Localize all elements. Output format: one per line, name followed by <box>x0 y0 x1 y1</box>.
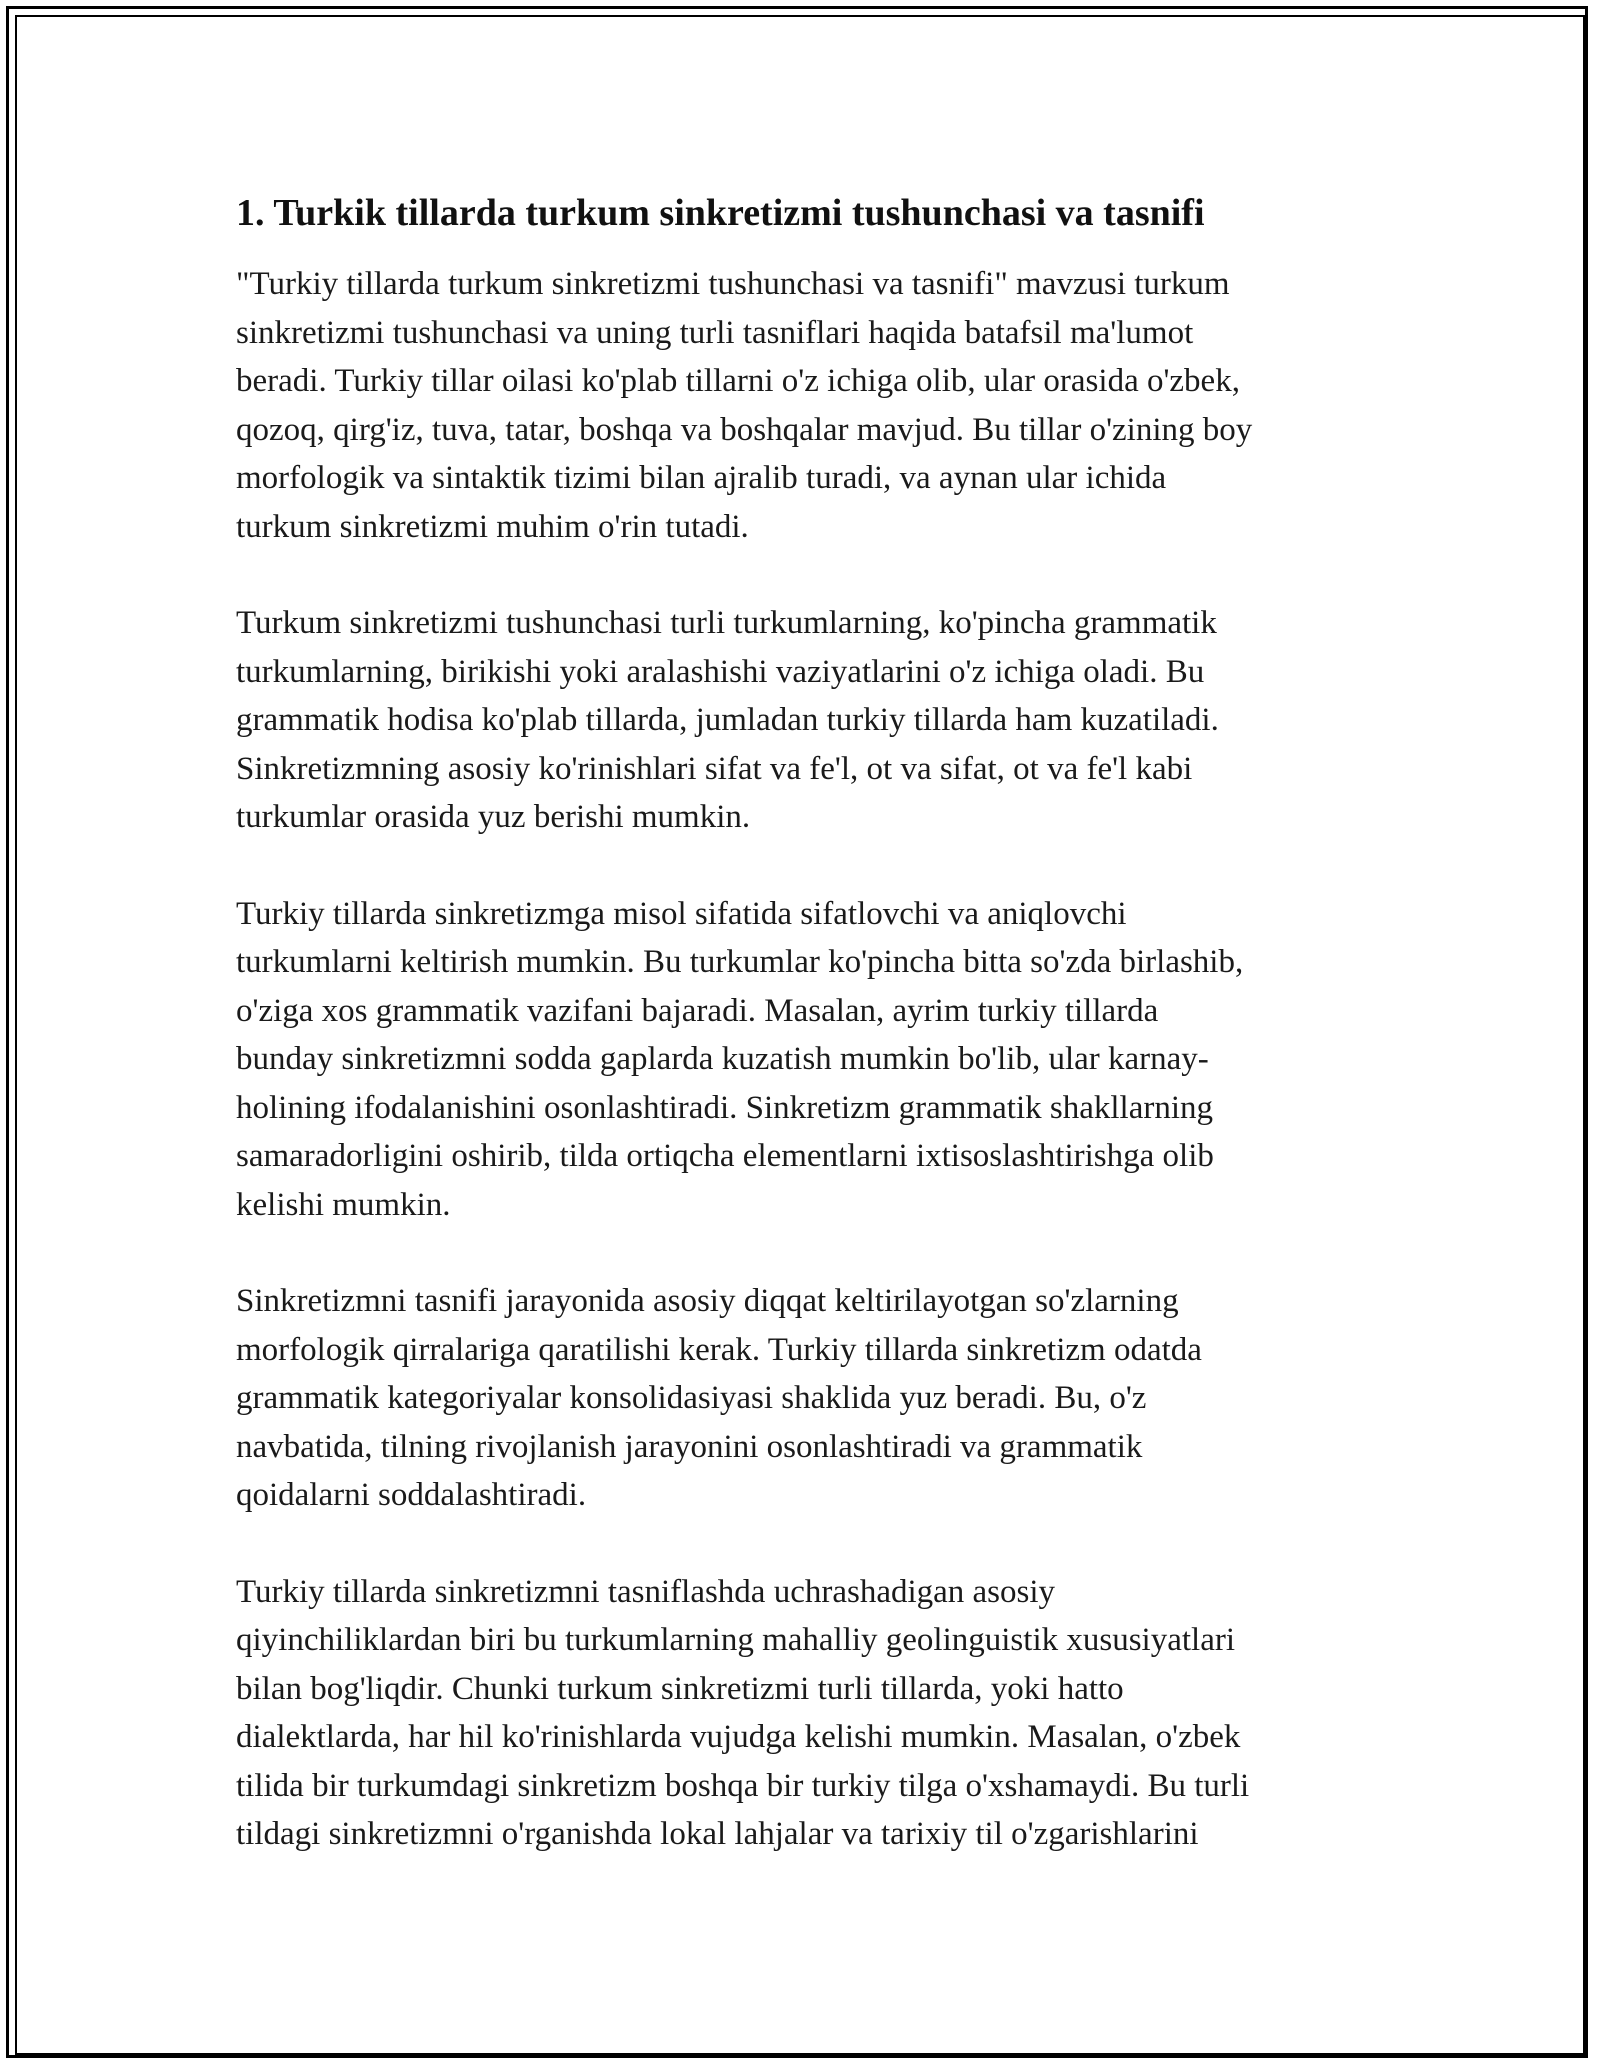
paragraph-container <box>236 260 1376 1859</box>
body-paragraph <box>236 1568 1376 1859</box>
paragraph-line: grammatik kategoriyalar konsolidasiyasi shaklida yuz beradi. Bu, o'z <box>236 1380 1147 1416</box>
paragraph-line: bilan bog'liqdir. Chunki turkum sinkretizmi turli tillarda, yoki hatto <box>236 1670 1124 1707</box>
paragraph-line: Sinkretizmni tasnifi jarayonida asosiy diqqat keltirilayotgan so'zlarning <box>236 1283 1179 1319</box>
section-heading: 1. Turkik tillarda turkum sinkretizmi tushunchasi va tasnifi <box>236 192 1205 234</box>
paragraph-line: bunday sinkretizmni sodda gaplarda kuzatish mumkin bo'lib, ular karnay- <box>236 1041 1209 1077</box>
document-body <box>236 186 1376 1907</box>
paragraph-line: morfologik qirralariga qaratilishi kerak. Turkiy tillarda sinkretizm odatda <box>236 1331 1202 1368</box>
paragraph-line: grammatik hodisa ko'plab tillarda, jumladan turkiy tillarda ham kuzatiladi. <box>236 702 1219 738</box>
paragraph-line: o'ziga xos grammatik vazifani bajaradi. Masalan, ayrim turkiy tillarda <box>236 992 1159 1029</box>
body-paragraph <box>236 260 1376 551</box>
paragraph-line: turkumlarning, birikishi yoki aralashishi vaziyatlarini o'z ichiga oladi. Bu <box>236 653 1205 690</box>
paragraph-line: turkum sinkretizmi muhim o'rin tutadi. <box>236 508 749 545</box>
paragraph-line: holining ifodalanishini osonlashtiradi. Sinkretizm grammatik shakllarning <box>236 1089 1214 1126</box>
body-paragraph <box>236 599 1376 842</box>
paragraph-line: Turkiy tillarda sinkretizmga misol sifatida sifatlovchi va aniqlovchi <box>236 895 1127 932</box>
paragraph-line: qiyinchiliklardan biri bu turkumlarning mahalliy geolinguistik xususiyatlari <box>236 1622 1236 1658</box>
paragraph-line: qozoq, qirg'iz, tuva, tatar, boshqa va boshqalar mavjud. Bu tillar o'zining boy <box>236 411 1253 448</box>
paragraph-line: navbatida, tilning rivojlanish jarayonini osonlashtiradi va grammatik <box>236 1428 1143 1465</box>
paragraph-line: morfologik va sintaktik tizimi bilan ajralib turadi, va aynan ular ichida <box>236 460 1167 496</box>
paragraph-line: samaradorligini oshirib, tilda ortiqcha elementlarni ixtisoslashtirishga olib <box>236 1138 1214 1174</box>
paragraph-line: "Turkiy tillarda turkum sinkretizmi tushunchasi va tasnifi" mavzusi turkum <box>236 266 1230 302</box>
body-paragraph <box>236 890 1376 1230</box>
paragraph-line: sinkretizmi tushunchasi va uning turli tasniflari haqida batafsil ma'lumot <box>236 314 1194 351</box>
paragraph-line: Sinkretizmning asosiy ko'rinishlari sifat va fe'l, ot va sifat, ot va fe'l kabi <box>236 750 1193 787</box>
paragraph-line: tilida bir turkumdagi sinkretizm boshqa bir turkiy tilga o'xshamaydi. Bu turli <box>236 1767 1250 1804</box>
paragraph-line: qoidalarni soddalashtiradi. <box>236 1477 587 1513</box>
paragraph-line: Turkiy tillarda sinkretizmni tasniflashda uchrashadigan asosiy <box>236 1573 1056 1610</box>
paragraph-line: turkumlar orasida yuz berishi mumkin. <box>236 799 751 835</box>
paragraph-line: turkumlarni keltirish mumkin. Bu turkumlar ko'pincha bitta so'zda birlashib, <box>236 944 1244 980</box>
paragraph-line: tildagi sinkretizmni o'rganishda lokal lahjalar va tarixiy til o'zgarishlarini <box>236 1816 1199 1852</box>
body-paragraph <box>236 1277 1376 1520</box>
paragraph-line: beradi. Turkiy tillar oilasi ko'plab tillarni o'z ichiga olib, ular orasida o'zbek, <box>236 363 1240 399</box>
paragraph-line: Turkum sinkretizmi tushunchasi turli turkumlarning, ko'pincha grammatik <box>236 605 1217 641</box>
paragraph-line: dialektlarda, har hil ko'rinishlarda vujudga kelishi mumkin. Masalan, o'zbek <box>236 1719 1241 1755</box>
paragraph-line: kelishi mumkin. <box>236 1186 451 1223</box>
